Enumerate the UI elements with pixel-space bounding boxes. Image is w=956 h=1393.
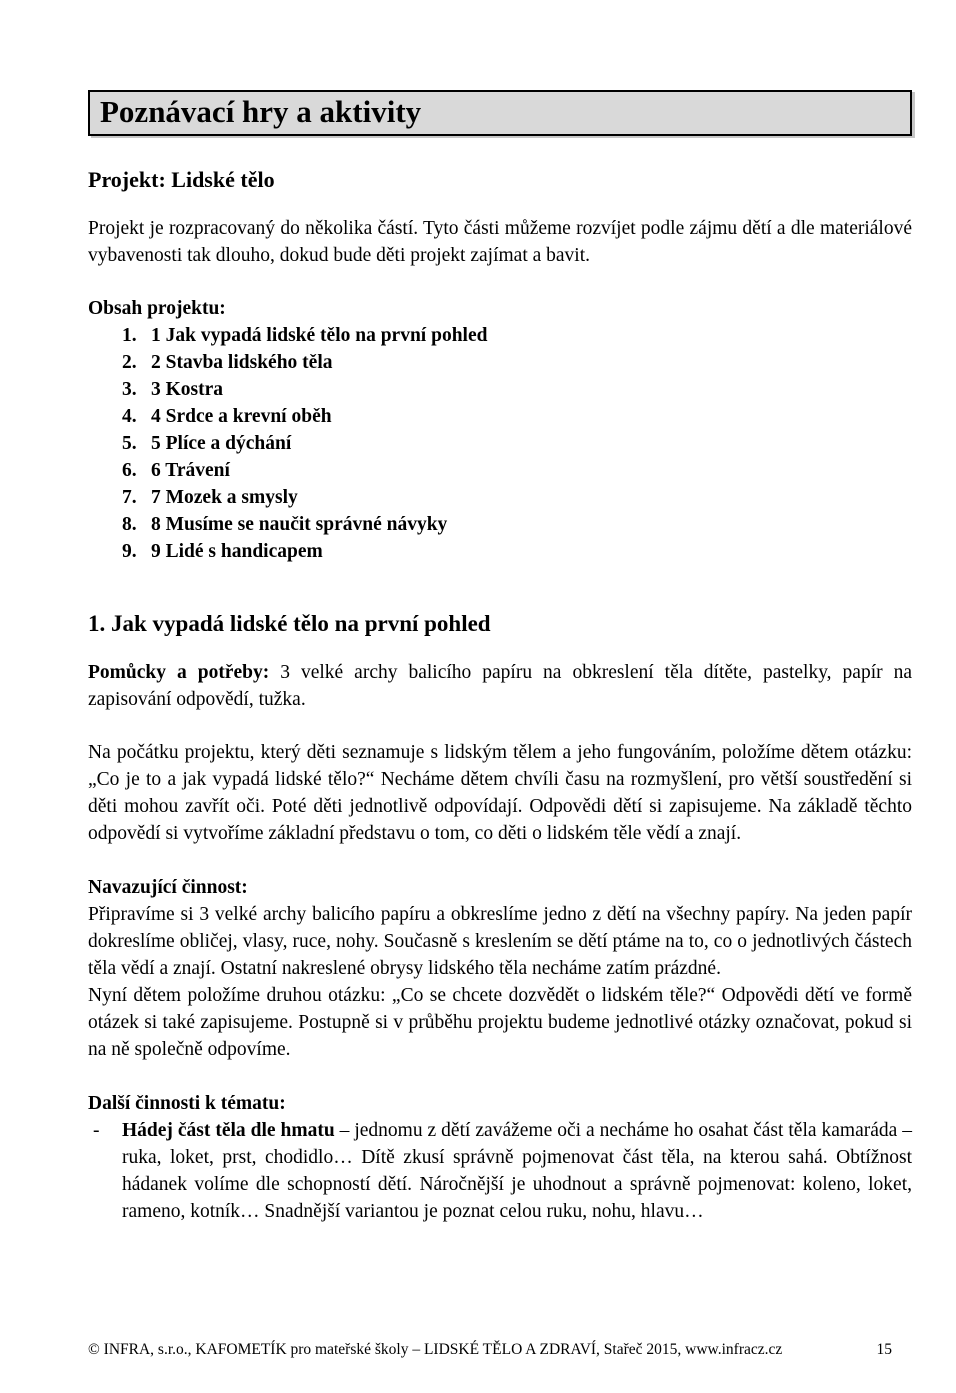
toc-item-1 <box>88 322 912 349</box>
activity-text: – jednomu z dětí zavážeme oči a necháme ho osahat část těla kamaráda – ruka, loket, prst, chodidlo… Dítě zkusí správně pojmenovat část těla, na kterou sahá. Obtížnost hádanek volíme dle schopností dětí. Náročnější je uhodnout a správně pojmenovat: koleno, loket, rameno, kotník… Snadnější variantou je poznat celou ruku, nohu, hlavu… <box>122 1120 912 1222</box>
toc-item-label: 8 Musíme se naučit správné návyky <box>151 514 448 535</box>
toc-item-label: 7 Mozek a smysly <box>151 487 298 508</box>
toc-item-number: 1. <box>122 325 137 346</box>
intro-paragraph: Projekt je rozpracovaný do několika částí. Tyto části můžeme rozvíjet podle zájmu dětí a dle materiálové vybavenosti tak dlouho, dokud bude děti projekt zajímat a bavit. <box>88 218 912 266</box>
activity-lead: Hádej část těla dle hmatu <box>122 1120 335 1141</box>
toc-item-2 <box>88 349 912 376</box>
followup-block <box>88 874 912 1063</box>
activities-block <box>88 1090 912 1225</box>
toc-list <box>88 322 912 565</box>
page-number: 15 <box>876 1341 892 1358</box>
toc-item-label: 9 Lidé s handicapem <box>151 541 323 562</box>
toc-item-number: 2. <box>122 352 137 373</box>
toc-item-4 <box>88 403 912 430</box>
toc-item-number: 5. <box>122 433 137 454</box>
toc-item-number: 3. <box>122 379 137 400</box>
toc-item-label: 6 Trávení <box>151 460 230 481</box>
supplies-text: 3 velké archy balicího papíru na obkreslení těla dítěte, pastelky, papír na zapisování odpovědí, tužka. <box>88 662 913 710</box>
toc-item-number: 9. <box>122 541 137 562</box>
supplies-label: Pomůcky a potřeby: <box>88 662 270 683</box>
followup-heading: Navazující činnost: <box>88 877 248 898</box>
opening-paragraph: Na počátku projektu, který děti seznamuje s lidským tělem a jeho fungováním, položíme dětem otázku: „Co je to a jak vypadá lidské tělo?“ Necháme dětem chvíli času na rozmyšlení, pro větší soustředění si děti mohou zavřít oči. Poté děti jednotlivě odpovídají. Odpovědi dětí si zapisujeme. Na základě těchto odpovědí si vytvoříme základní představu o tom, co děti o lidském těle vědí a znají. <box>88 742 912 844</box>
toc-item-label: 5 Plíce a dýchání <box>151 433 292 454</box>
toc-item-7 <box>88 484 912 511</box>
banner-title: Poznávací hry a aktivity <box>100 94 422 129</box>
section-heading: 1. Jak vypadá lidské tělo na první pohled <box>88 611 491 636</box>
toc-item-number: 4. <box>122 406 137 427</box>
toc-item-8 <box>88 511 912 538</box>
toc-item-label: 3 Kostra <box>151 379 224 400</box>
toc-item-number: 7. <box>122 487 137 508</box>
toc-heading: Obsah projektu: <box>88 298 226 319</box>
page-banner <box>88 90 912 136</box>
footer-copyright: © INFRA, s.r.o., KAFOMETÍK pro mateřské školy – LIDSKÉ TĚLO A ZDRAVÍ, Stařeč 2015, www.infracz.cz <box>88 1341 783 1358</box>
page-footer <box>88 1340 912 1360</box>
toc-item-label: 1 Jak vypadá lidské tělo na první pohled <box>151 325 488 346</box>
toc-item-number: 6. <box>122 460 137 481</box>
bullet-dash-marker: - <box>93 1120 100 1141</box>
toc-item-6 <box>88 457 912 484</box>
toc-item-number: 8. <box>122 514 137 535</box>
activity-item <box>88 1117 912 1225</box>
toc-item-label: 4 Srdce a krevní oběh <box>151 406 332 427</box>
followup-paragraph-1: Připravíme si 3 velké archy balicího papíru a obkreslíme jedno z dětí na všechny papíry. Na jeden papír dokreslíme obličej, vlasy, ruce, nohy. Současně s kreslením se dětí ptáme na to, co o jednotlivých částech těla vědí a znají. Ostatní nakreslené obrysy lidského těla necháme zatím prázdné. <box>88 904 912 979</box>
project-title: Projekt: Lidské tělo <box>88 167 275 192</box>
toc-item-9 <box>88 538 912 565</box>
activities-heading: Další činnosti k tématu: <box>88 1093 286 1114</box>
supplies-paragraph <box>88 659 912 713</box>
toc-item-5 <box>88 430 912 457</box>
activity-body <box>122 1117 912 1225</box>
toc-item-3 <box>88 376 912 403</box>
followup-paragraph-2: Nyní dětem položíme druhou otázku: „Co se chcete dozvědět o lidském těle?“ Odpovědi dětí ve formě otázek si také zapisujeme. Postupně si v průběhu projektu budeme jednotlivé otázky označovat, pokud si na ně společně odpovíme. <box>88 985 912 1060</box>
toc-item-label: 2 Stavba lidského těla <box>151 352 333 373</box>
